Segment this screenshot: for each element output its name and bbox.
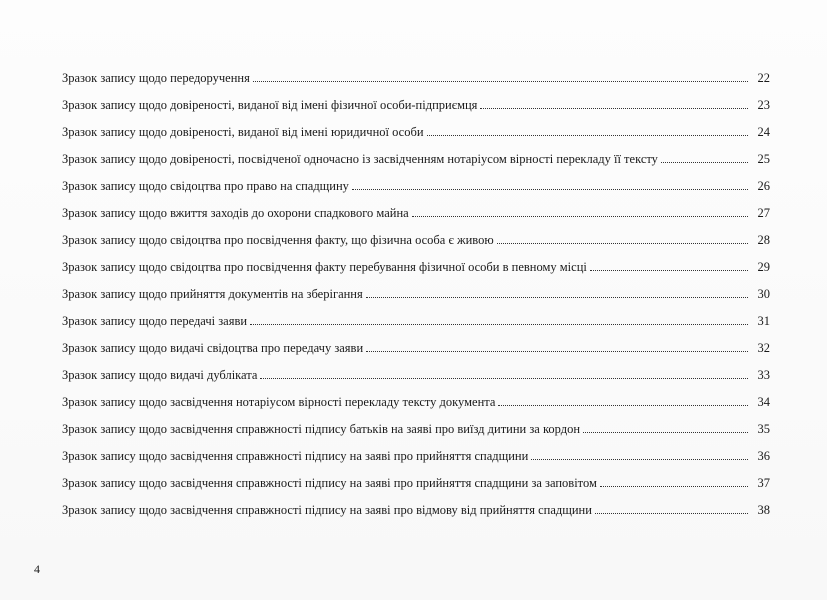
toc-entry-title: Зразок запису щодо засвідчення справжності підпису на заяві про прийняття спадщини (62, 449, 529, 463)
toc-entry-page: 24 (757, 125, 770, 139)
table-of-contents (62, 58, 770, 517)
toc-dot-leader (412, 216, 748, 217)
toc-entry (62, 193, 770, 220)
toc-dot-leader (497, 243, 748, 244)
toc-entry-title: Зразок запису щодо свідоцтва про посвідчення факту, що фізична особа є живою (62, 233, 494, 247)
toc-dot-leader (250, 324, 748, 325)
toc-entry-page: 32 (757, 341, 770, 355)
toc-dot-leader (583, 432, 748, 433)
toc-dot-leader (600, 486, 748, 487)
toc-entry (62, 328, 770, 355)
toc-dot-leader (661, 162, 748, 163)
toc-entry-page: 25 (757, 152, 770, 166)
toc-entry (62, 409, 770, 436)
toc-entry (62, 463, 770, 490)
toc-entry-title: Зразок запису щодо засвідчення справжності підпису батьків на заяві про виїзд дитини за кордон (62, 422, 581, 436)
toc-entry-page: 30 (757, 287, 770, 301)
toc-entry (62, 301, 770, 328)
toc-entry-page: 23 (757, 98, 770, 112)
toc-entry-title: Зразок запису щодо передачі заяви (62, 314, 248, 328)
toc-entry-title: Зразок запису щодо засвідчення справжності підпису на заяві про прийняття спадщини за заповітом (62, 476, 597, 490)
toc-entry (62, 166, 770, 193)
toc-entry (62, 490, 770, 517)
toc-entry (62, 274, 770, 301)
toc-dot-leader (590, 270, 748, 271)
toc-entry (62, 247, 770, 274)
toc-dot-leader (366, 297, 748, 298)
toc-entry-page: 26 (757, 179, 770, 193)
toc-dot-leader (366, 351, 748, 352)
toc-entry-title: Зразок запису щодо прийняття документів на зберігання (62, 287, 363, 301)
toc-dot-leader (260, 378, 748, 379)
toc-entry (62, 382, 770, 409)
toc-entry-page: 37 (757, 476, 770, 490)
toc-entry-title: Зразок запису щодо довіреності, виданої від імені фізичної особи-підприємця (62, 98, 478, 112)
toc-entry-title: Зразок запису щодо видачі дубліката (62, 368, 258, 382)
toc-entry-title: Зразок запису щодо свідоцтва про посвідчення факту перебування фізичної особи в певному місці (62, 260, 587, 274)
toc-entry-title: Зразок запису щодо видачі свідоцтва про передачу заяви (62, 341, 364, 355)
toc-entry-title: Зразок запису щодо свідоцтва про право на спадщину (62, 179, 349, 193)
toc-dot-leader (352, 189, 748, 190)
toc-dot-leader (595, 513, 748, 514)
toc-dot-leader (531, 459, 748, 460)
toc-entry (62, 112, 770, 139)
toc-entry-page: 36 (757, 449, 770, 463)
toc-dot-leader (498, 405, 748, 406)
toc-entry (62, 220, 770, 247)
toc-entry (62, 58, 770, 85)
toc-entry-title: Зразок запису щодо довіреності, виданої від імені юридичної особи (62, 125, 424, 139)
toc-entry-title: Зразок запису щодо вжиття заходів до охорони спадкового майна (62, 206, 409, 220)
toc-dot-leader (427, 135, 748, 136)
toc-entry-page: 35 (757, 422, 770, 436)
toc-entry (62, 355, 770, 382)
toc-entry-page: 22 (757, 71, 770, 85)
toc-entry-title: Зразок запису щодо довіреності, посвідченої одночасно із засвідченням нотаріусом вірності перекладу її тексту (62, 152, 658, 166)
toc-entry-page: 34 (757, 395, 770, 409)
toc-entry-page: 28 (757, 233, 770, 247)
toc-dot-leader (253, 81, 748, 82)
toc-entry (62, 85, 770, 112)
toc-dot-leader (480, 108, 748, 109)
toc-entry-page: 31 (757, 314, 770, 328)
page-number: 4 (34, 562, 40, 576)
toc-entry-page: 27 (757, 206, 770, 220)
toc-entry-title: Зразок запису щодо засвідчення нотаріусом вірності перекладу тексту документа (62, 395, 496, 409)
toc-entry-title: Зразок запису щодо засвідчення справжності підпису на заяві про відмову від прийняття спадщини (62, 503, 592, 517)
toc-entry (62, 139, 770, 166)
toc-entry (62, 436, 770, 463)
toc-entry-page: 38 (757, 503, 770, 517)
toc-entry-page: 29 (757, 260, 770, 274)
toc-entry-page: 33 (757, 368, 770, 382)
toc-entry-title: Зразок запису щодо передоручення (62, 71, 250, 85)
